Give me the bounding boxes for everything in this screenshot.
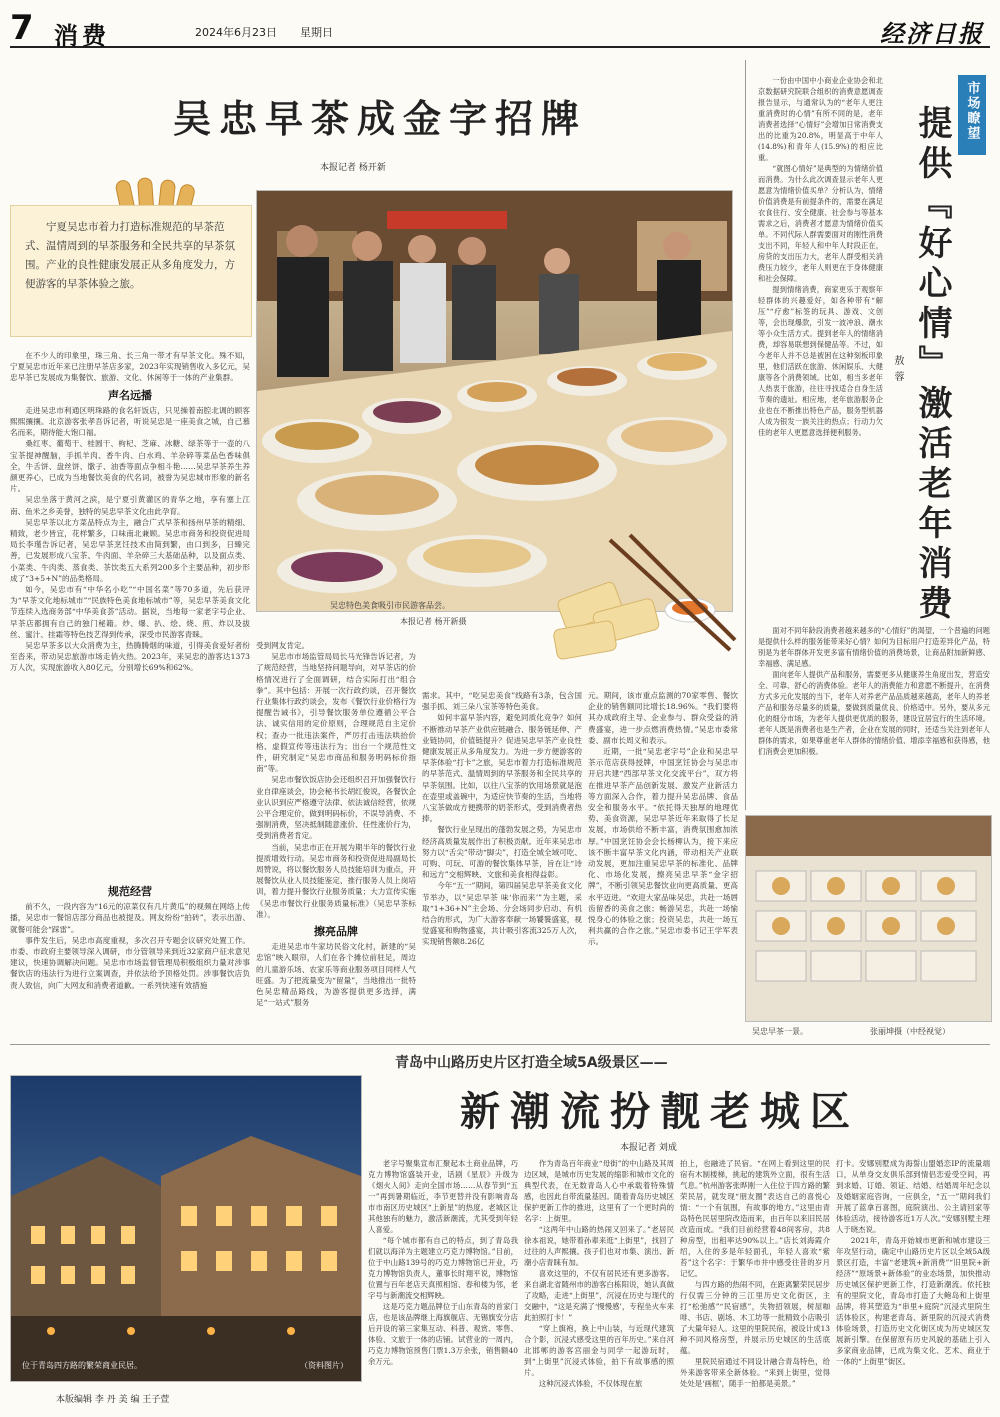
article1-column-3 [422, 690, 582, 1010]
section-heading: 擦亮品牌 [314, 925, 358, 939]
article1-photo-caption: 吴忠特色美食吸引市民游客品尝。 [330, 601, 450, 610]
paper-logo: 经济日报 [880, 19, 984, 48]
paragraph: 走进吴忠市牛家坊民俗文化村，新建的“吴忠馆”映入眼帘，人们在各个摊位前驻足，周边的儿童游乐场、农家乐等商业服务项目同样人气旺盛。为了把流量变为“留量”，当地推出一批特色吴忠精品路线，为游客提供更多选择，满足“一站式”服务 [256, 942, 416, 1008]
column-right-body [758, 75, 883, 615]
paragraph: 面向老年人提供产品和服务，需要更多从健康养生角度出发，营造安全、可靠、舒心的消费体验。老年人的消费能力和意愿不断提升，在消费方式多元化发展的当下，老年人对养老产品品质越来越高，老年人的养老产品和服务尽量多的质量，要做到质量优良、价格适中。另外，要从多元化的细分市场，为老年人提供更优质的服务，建设宜居宜行的生活环境。老年人既是消费者也是生产者，企业在发展的同时，还适当关注到老年人群体的需求，如果尊重老年人群体的情绪价值、增添幸福感和获得感，他们消费会更加积极。 [758, 670, 990, 756]
paragraph: 吴忠市市场监管局局长马光锋告诉记者，为了规范经营，当地坚持问题导向，对早茶店的价格情况进行了全面调研，结合实际打出“组合拳”。其中包括：开展一次行政约谈，召开餐饮行业集体行政约谈会，发布《餐饮行业价格行为提醒告诫书》，引导餐饮服务单位遵循公平合法、诚实信用的定价原则，合理规范自主定价权；查办一批违法案件，严厉打击违法哄抬价格、虚假宣传等违法行为；出台一个规范性文件，研究制定“吴忠市商品和服务明码标价指南”等。 [256, 652, 416, 774]
paragraph: 2021年，青岛开始城市更新和城市建设三年攻坚行动，确定中山路历史片区以全域5A级景区打造，丰富“老建筑+新消费”“旧里院+新经济”“原场景+新体验”的业态场景，加快推动历史城区保护更新工作，打造新潮流。依托独有的里院文化，青岛市打造了大鲍岛和上街里品牌，将其塑造为“串里+庭院”沉浸式里院生活体验区，构建老青岛、新里院的沉浸式消费体验场景，打造历史文化街区成为历史城区发展新引擎。在保留原有历史风貌的基础上引入多家商业品牌，已成为集文化、艺术、商业于一体的“上街里”街区。 [836, 1236, 990, 1366]
paragraph: 元。期间，该市重点监测的70家零售、餐饮企业的销售额同比增长18.96%。“我们要将其办成政府主导、企业参与、群众受益的消费盛宴，进一步点燃消费热情。”吴忠市委常委、副市长周义和表示。 [588, 691, 738, 745]
article2-column-4 [836, 1158, 990, 1403]
article2-column-1 [368, 1158, 518, 1403]
paragraph: 里院民宿通过不同设计融合青岛特色，给外来游客带来全新体验。“来到上街里，觉得处处是‘画框’，随手一拍都是美景。” [680, 1357, 830, 1388]
paragraph: 与四方路的热闹不同，在距离繁荣民居步行仅需三分钟的三江里历史文化街区，主打“松弛感”“民宿感”，失物招领展，树屋咖啡、书店、剧场、木工坊等一批精致小店吸引了大量年轻人。这里的里院民宿，被设计成13种不同风格房型，并展示历史城区的生活底蕴。 [680, 1280, 830, 1355]
section-divider [10, 1044, 990, 1045]
paragraph: “这两年中山路的热闹又回来了。”老居民徐本祖说，她带着孙辈来逛“上街里”，找回了过往的人声熙攘。孩子们也对市集、演出、新潮小店青睐有加。 [524, 1225, 674, 1267]
pastry-shop-photo-drawing [746, 816, 991, 1021]
column-divider [745, 60, 746, 810]
column-right-tag [958, 75, 986, 155]
paragraph: 老字号聚集宣布汇聚起本土商业品牌，巧克力博物馆盛装开业，话剧《星辰》升级为《烟火人间》走向全国市场……从春节到“五一”再到暑期临近，李节更替并没有影响青岛市市南区历史城区“上新星”的热度。老城区让其他独有的魅力，激活新潮流，尤其受到年轻人喜爱。 [368, 1159, 518, 1234]
paragraph: 如今，吴忠市有“中华名小吃”“中国名菜”等70多道，先后获评为“早茶文化地标城市”“民族特色美食地标城市”等，吴忠早茶美食文化节连续入选商务部“中华美食荟”活动。据说，当地每一家老字号企业、早茶店都拥有自己的独门秘籍。炒、爆、扒、烩、烧、煎、炸以及拔丝、蜜汁、挂霜等特色技艺得到传承，深受市民游客青睐。 [10, 585, 250, 639]
column-right-title: 提供『好心情』激活老年消费 [912, 105, 952, 625]
paragraph: 当前，吴忠市正在开展为期半年的餐饮行业提质增效行动。吴忠市商务和投资促进局副局长周赞说，将以餐饮服务人员技能培训为重点，开展餐饮从业人员技能鉴定、推行服务人员上岗培训，着力提升餐饮行业服务质量；大力宣传实施《吴忠市餐饮行业服务质量标准》（吴忠早茶标准）。 [256, 842, 416, 919]
article1-lead-box [10, 205, 252, 337]
article2-byline: 本报记者 刘成 [620, 1143, 677, 1153]
article2-photo-caption: 位于青岛四方路的繁荣商业民居。 [22, 1361, 142, 1370]
paragraph: 吴忠早茶多以大众消费为主，热腾腾烟的味道，引得美食爱好者纷至沓来，带动吴忠旅游市场走俏火热。2023年，来吴忠的游客达1373万人次，实现旅游收入80亿元，分别增长69%和62%。 [10, 641, 250, 673]
paragraph: 事件发生后，吴忠市高度重视，多次召开专题会议研究处置工作。市委、市政府主要领导深入调研，市分管领导来到近32家商户征求意见建议，快速协调解决问题。吴忠市市场监督管理局积极组织力量对涉事餐饮店的违法行为进行立案调查，并依法给予顶格处罚。涉事餐饮店负责人致信，向广大网友和消费者道歉。一系列快速有效措施 [10, 935, 250, 990]
paragraph: 提到情绪消费，商家更乐于观察年轻群体的兴趣爱好，如各种带有“解压”“疗愈”标签的玩具、游戏、文创等，会出现爆款，引发一波冲浪、潮水等小众生活方式。提到老年人的情绪消费，却容易联想到保健品等。不过，如今老年人并不总是被困在这种刻板印象里，他们活跃在旅游、休闲娱乐、大健康等各个消费领域。比如，相当多老年人热衷于旅游，往往寻找适合自身生活节奏的遗址。相应地，老年旅游服务企业也在不断推出特色产品，服务型机器人成为银发一族关注的热点；行动力欠佳的老年人更愿意选择便利服务。 [758, 285, 883, 437]
article2-photo-credit: （资料图片） [300, 1361, 348, 1370]
article2-column-3 [680, 1158, 830, 1403]
footer-editor-credit: 本版编辑 李 丹 美 编 王子萱 [56, 1395, 170, 1405]
section-name: 消费 [54, 21, 110, 50]
paragraph: “就图心情好”是典型的为情绪价值而消费。为什么此次调查显示老年人更愿意为情绪价值买单？分析认为，情绪价值消费是有前提条件的，需要在满足衣食住行、安全健康、社会参与等基本需求之后，消费者才愿意为情绪价值买单。不同代际人群需要面对的刚性消费支出不同，年轻人和中年人时段正在，房贷的支出压力大，老年人群受相关消费压力较少，老年人则更在于身体健康和社会保障。 [758, 164, 883, 283]
paragraph: 前不久，一段内容为“16元的凉菜仅有几片黄瓜”的视频在网络上传播，吴忠市一餐馆店部分商品也被提及。网友纷纷“拍砖”，表示出游、就餐可能会“踩雷”。 [10, 902, 250, 934]
article2-kicker: 青岛中山路历史片区打造全域5A级景区—— [395, 1055, 668, 1071]
article1-column-2 [256, 640, 416, 1070]
article1-title: 吴忠早茶成金字招牌 [172, 97, 587, 141]
column-right-body-2 [758, 625, 990, 805]
paragraph: 如何丰富早茶内容，避免同质化竞争？如何不断推动早茶产业供应链融合、服务链延伸、产业链协同，价值链提升？促进吴忠早茶产业良性健康发展正从多角度发力。为进一步方便游客的早茶体验“打卡”之旅，吴忠市着力打造标准规范的早茶范式、温情周到的早茶服务和全民共享的早茶氛围。比如，以往八宝茶的饮用场景就是泡在壶里或盖碗中，为适应快节奏的生活，当地将八宝茶做成方便携带的奶茶形式，受到消费者热捧。 [422, 713, 582, 824]
small-photo-caption: 吴忠早茶一景。 [752, 1027, 808, 1036]
paragraph: 需求。其中，“吃吴忠美食”线路有3条，包含国强手抓、刘三朵八宝茶等特色美食。 [422, 691, 582, 712]
paragraph: 餐饮行业呈现出的蓬勃发展之势，为吴忠市经济高质量发展作出了积极贡献。近年来吴忠市努力以“舌尖”带动“脚尖”，打造全城全域可吃、可购、可玩、可游的餐饮集体早茶，旨在让“诗和远方”交相辉映、文旅和美食相得益彰。 [422, 825, 582, 880]
issue-weekday: 星期日 [300, 26, 333, 39]
paragraph: 吴忠早茶以北方菜品特点为主，融合广式早茶和扬州早茶的精细、精致，老少皆宜，花样繁多，口味南北兼顾。吴忠市商务和投资促进局局长李瑾告诉记者，吴忠早茶烹饪技术由简到繁，由口到多，日臻完善，已发展形成八宝茶、牛肉面、羊杂碎三大基础品种，以及面点类、小菜类、牛肉类、蒸食类、茶饮类五大系列200多个主要品种，初步形成了“3+5+N”的品类格局。 [10, 517, 250, 583]
paragraph: 吴忠市餐饮饭店协会还组织召开加强餐饮行业自律座谈会，协会秘书长胡红俊说，各餐饮企业认识到应严格遵守法律、依法诚信经营，依规公平合理定价，做到明码标价，不误导消费、不强制消费，坚决抵制随意涨价、任性涨价行为，受到消费者肯定。 [256, 775, 416, 841]
column-right-author: 敖蓉 [892, 355, 903, 387]
paragraph: 走进吴忠市利通区明珠路的食名轩饭店，只见操着南腔北调的顾客熙熙攘攘。北京游客张孝吾诉记者，听说吴忠是一座美食之城，自己慕名而来，期待能大饱口福。 [10, 405, 250, 438]
page-number: 7 [10, 8, 34, 48]
article1-lead: 宁夏吴忠市着力打造标准规范的早茶范式、温情周到的早茶服务和全民共享的早茶氛围。产业的良性健康发展正从多角度发力，方便游客的早茶体验之旅。 [25, 221, 235, 290]
article2-title: 新潮流扮靓老城区 [460, 1088, 860, 1135]
paragraph: 近期，一批“吴忠老字号”企业和吴忠早茶示范店获得授牌，中国烹饪协会与吴忠市开启共建“西部早茶文化交流平台”，双方将在推进早茶产品创新发展、激发产业新活力等方面深入合作，着力提升吴忠品牌、食品安全和服务水平。“依托得天独厚的地理优势、美食资源，吴忠早茶近年来取得了长足发展，市场供给不断丰富，消费氛围愈加浓厚。”中国烹饪协会会长杨柳认为，接下来应该不断丰富早茶文化内涵，带动相关产业联动发展，更加注重吴忠早茶的标准化、品牌化、市场化发展，擦亮吴忠早茶“金字招牌”，不断引领吴忠餐饮业向更高质量、更高水平迈进。“欢迎大家品味吴忠，共赴一场唇齿留香的美食之旅；畅游吴忠，共赴一场愉悦身心的体验之旅；投资吴忠，共赴一场互利共赢的合作之旅。”吴忠市委书记王学军表示。 [588, 747, 738, 947]
article2-photo [10, 1075, 362, 1382]
paragraph: 这是巧克力题品牌位于山东青岛的首家门店，也是该品牌继上海旗舰店、无锡旗安分店后开设的第三家集互动、科普、观赏、零售、体验、文旅于一体的店铺。试营业的一周内，巧克力博物馆预售门票1.3万余张，销售额40余万元。 [368, 1302, 518, 1366]
small-photo [745, 815, 992, 1022]
section-heading: 声名远播 [108, 388, 152, 402]
paragraph: 面对不同年龄段消费者越来越多的“心情好”的渴望，一个普遍的问题是提供什么样的服务能带来好心情？如何为目标用户打造差异化产品，特别是为老年群体开发更多富有情绪价值的消费场景，让商品附加新鲜感、幸福感、满足感。 [758, 626, 990, 668]
paragraph: 在不少人的印象里，珠三角、长三角一带才有早茶文化。殊不知，宁夏吴忠市近年来已注册早茶店多家，2023年实现销售收入多亿元，吴忠早茶已发展成为集餐饮、旅游、文化、休闲等于一体的产业集群。 [10, 351, 250, 383]
article1-photo-credit: 本报记者 杨开新摄 [400, 617, 467, 626]
paragraph: 吴忠坐落于黄河之滨，是宁夏引黄灌区的青华之地，享有塞上江南、鱼米之乡美誉，独特的吴忠早茶文化由此孕育。 [10, 495, 250, 516]
paragraph: “穿上旗袍，换上中山装，与近现代建筑合个影，沉浸式感受这里的百年历史。”来自河北邯郸的游客宫丽金与同学一起游玩时，到“上街里”沉浸式体验，拍下有故事感的照片。 [524, 1324, 674, 1377]
paragraph: 桑红枣、葡萄干、桂圆干、枸杞、芝麻、冰糖、绿茶等于一壶的八宝茶提神醒脑，手抓羊肉、香牛肉、白水鸡、羊杂碎等菜品色香味俱全，牛舌饼、盘丝饼、馓子、油香等面点争相斗艳……吴忠早茶养生养颜更养心，已成为当地餐饮美食的代名词，被誉为吴忠城市形象的新名片。 [10, 439, 250, 494]
night-street-photo-drawing [11, 1076, 361, 1381]
article2-column-2 [524, 1158, 674, 1403]
paragraph: 受到网友肯定。 [256, 641, 310, 650]
masthead [10, 8, 990, 50]
column-tag-text: 市场瞭望 [964, 81, 980, 141]
spring-rolls-illustration [540, 530, 740, 680]
paragraph: 打卡。安娜别墅成为海誓山盟婚恋IP的流量端口，从单身交友俱乐部到情侣恋爱受空间，再到求婚、订婚、领证、结婚、结婚周年纪念以及婚姻家庭咨询，一应俱全，“五一”期间我们开展了蓝拿百喜图，庭院演出、公主请回家等体验活动，接待游客近1万人次。”安娜别墅主理人于晓杰说。 [836, 1159, 990, 1234]
paragraph: 今年“五一”期间，第四届吴忠早茶美食文化节举办，以“吴忠早茶 味‘你而来’”为主题，采取“1+36+N”主会场、分会场同步启动、有机结合的形式，为广大游客奉献一场饕餮盛宴，视觉盛宴和购物盛宴，共计吸引客流325万人次，实现销售额8.26亿 [422, 881, 582, 947]
paragraph: “每个城市都有自己的特点，到了青岛我们就以海洋为主题建立巧克力博物馆。”目前，位于中山路139号的巧克力博物馆已开业，巧克力博物馆负责人，董事长时翔平说，博物馆位置与百年老店天真照相馆、春和楼为邻，老字号与新潮流交相辉映。 [368, 1236, 518, 1300]
paragraph: 拍上，也融进了民宿。“在网上看到这里的民宿有木制楼梯，挑起的建筑外立面，很有生活气息。”杭州游客张晔刚一入住位于四方路的繁荣民居，就发现“朋友圈”表达自己的喜悦心情：“一个有氛围，有故事的地方。”这里由青岛特色民居里院改造而来，由百年以来旧民居改造而成。“我们目前经营着48间客房，共8种房型，出租率达90%以上。”店长刘海霞介绍，入住的多是年轻面孔，年轻人喜欢“紫苔”这个名字：于繁华市井中感受往昔的岁月记忆。 [680, 1159, 830, 1278]
paragraph: 作为青岛百年商业“母街”的中山路及其周边区域，是城市历史发展的缩影和城市文化的典型代表，在无数青岛人心中承载着特殊情感，也因此自带流量基因。随着青岛历史城区保护更新工作的推进，这里有了一个更时尚的名字：上街里。 [524, 1159, 674, 1223]
article1-column-1b [10, 880, 250, 1070]
article1-column-4 [588, 690, 738, 1010]
article1-column-1 [10, 350, 250, 770]
section-heading: 规范经营 [108, 885, 152, 898]
article1-byline: 本报记者 杨开新 [320, 163, 386, 173]
paragraph: 一份由中国中小商业企业协会和北京数据研究院联合组织的消费意愿调查报告显示，与通常认为的“老年人更注重消费时的心情”有所不同的是，老年消费者选择“心情好”会增加日常消费支出的比重为20.8%，明显高于中年人(14.8%)和青年人(15.9%)的相应比重。 [758, 76, 883, 162]
paragraph: 喜欢这里的，不仅有居民还有更多游客。来自湖北省随州市的游客白栋阳说，她认真做了攻略，走进“上街里”，沉浸在历史与现代的交融中，“这是充满了‘慢慢感’，专程坐火车来此拍照打卡！” [524, 1269, 674, 1322]
paragraph: 这种沉浸式体验，不仅体现在旅 [538, 1379, 643, 1388]
small-photo-credit: 张丽坤摄（中经视觉） [870, 1027, 950, 1036]
issue-date: 2024年6月23日 [195, 26, 277, 39]
